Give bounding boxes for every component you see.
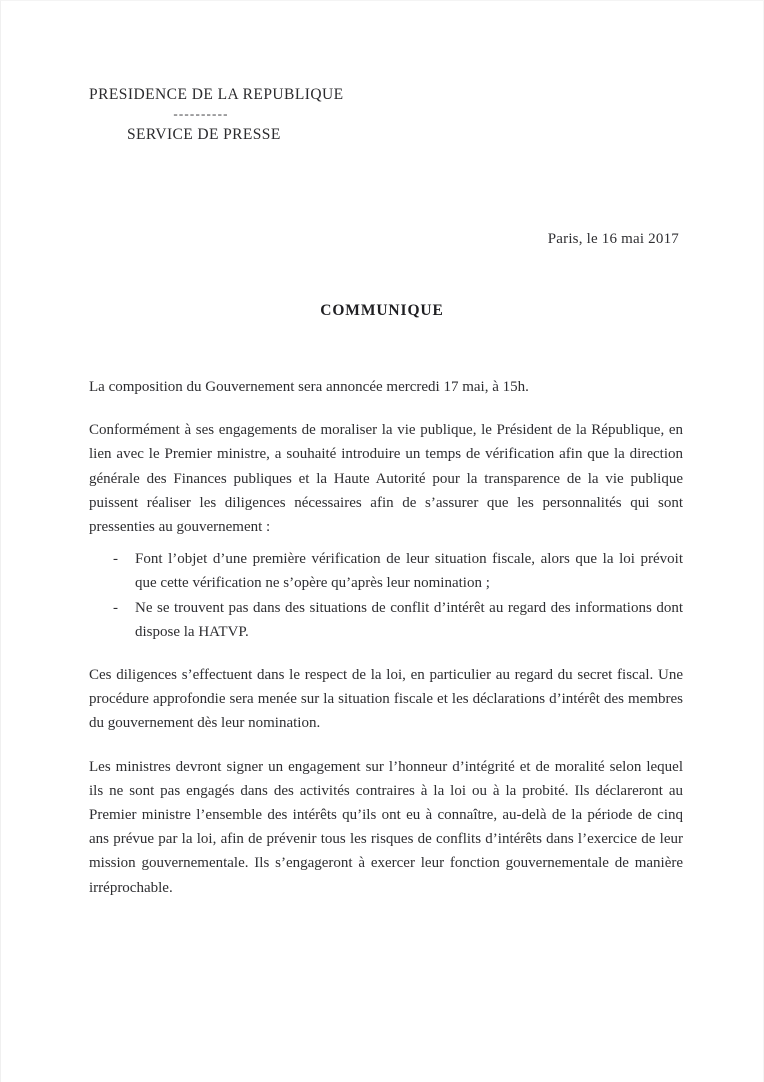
- list-item: [89, 547, 683, 595]
- list-item-text: Font l’objet d’une première vérification de leur situation fiscale, alors que la loi prévoit que cette vérification ne s’opère qu’après leur nomination ;: [135, 551, 683, 592]
- body-paragraph-3: Ces diligences s’effectuent dans le respect de la loi, en particulier au regard du secret fiscal. Une procédure approfondie sera menée sur la situation fiscale et les déclarations d’intérêt des membres du gouvernement dès leur nomination.: [89, 667, 683, 732]
- list-item-text: Ne se trouvent pas dans des situations de conflit d’intérêt au regard des informations dont dispose la HATVP.: [135, 599, 683, 640]
- bullet-marker-icon: -: [113, 551, 118, 568]
- dateline: Paris, le 16 mai 2017: [547, 231, 679, 247]
- letterhead-separator: ----------: [173, 107, 229, 121]
- body-paragraph-1: La composition du Gouvernement sera annoncée mercredi 17 mai, à 15h.: [89, 379, 529, 395]
- bullet-list: [89, 547, 683, 644]
- letterhead: [89, 85, 509, 145]
- letterhead-department: SERVICE DE PRESSE: [127, 126, 281, 143]
- body-paragraph-2: Conformément à ses engagements de moraliser la vie publique, le Président de la République, en lien avec le Premier ministre, a souhaité introduire un temps de vérification afin que la direction générale des Finances publiques et la Haute Autorité pour la transparence de la vie publique puissent réaliser les diligences nécessaires afin de s’assurer que les personnalités qui sont pressenties au gouvernement :: [89, 422, 683, 536]
- document-title: COMMUNIQUE: [320, 302, 444, 319]
- bullet-marker-icon: -: [113, 599, 118, 616]
- letterhead-organization: PRESIDENCE DE LA REPUBLIQUE: [89, 86, 344, 103]
- document-body: [89, 375, 683, 900]
- body-paragraph-4: Les ministres devront signer un engagement sur l’honneur d’intégrité et de moralité selon lequel ils ne sont pas engagés dans des activités contraires à la loi ou à la probité. Ils déclareront au Premier ministre l’ensemble des intérêts qu’ils ont eu à connaître, au-delà de la période de cinq ans prévue par la loi, afin de prévenir tous les risques de conflits d’intérêts dans l’exercice de leur mission gouvernementale. Ils s’engageront à exercer leur fonction gouvernementale de manière irréprochable.: [89, 758, 683, 896]
- list-item: [89, 596, 683, 644]
